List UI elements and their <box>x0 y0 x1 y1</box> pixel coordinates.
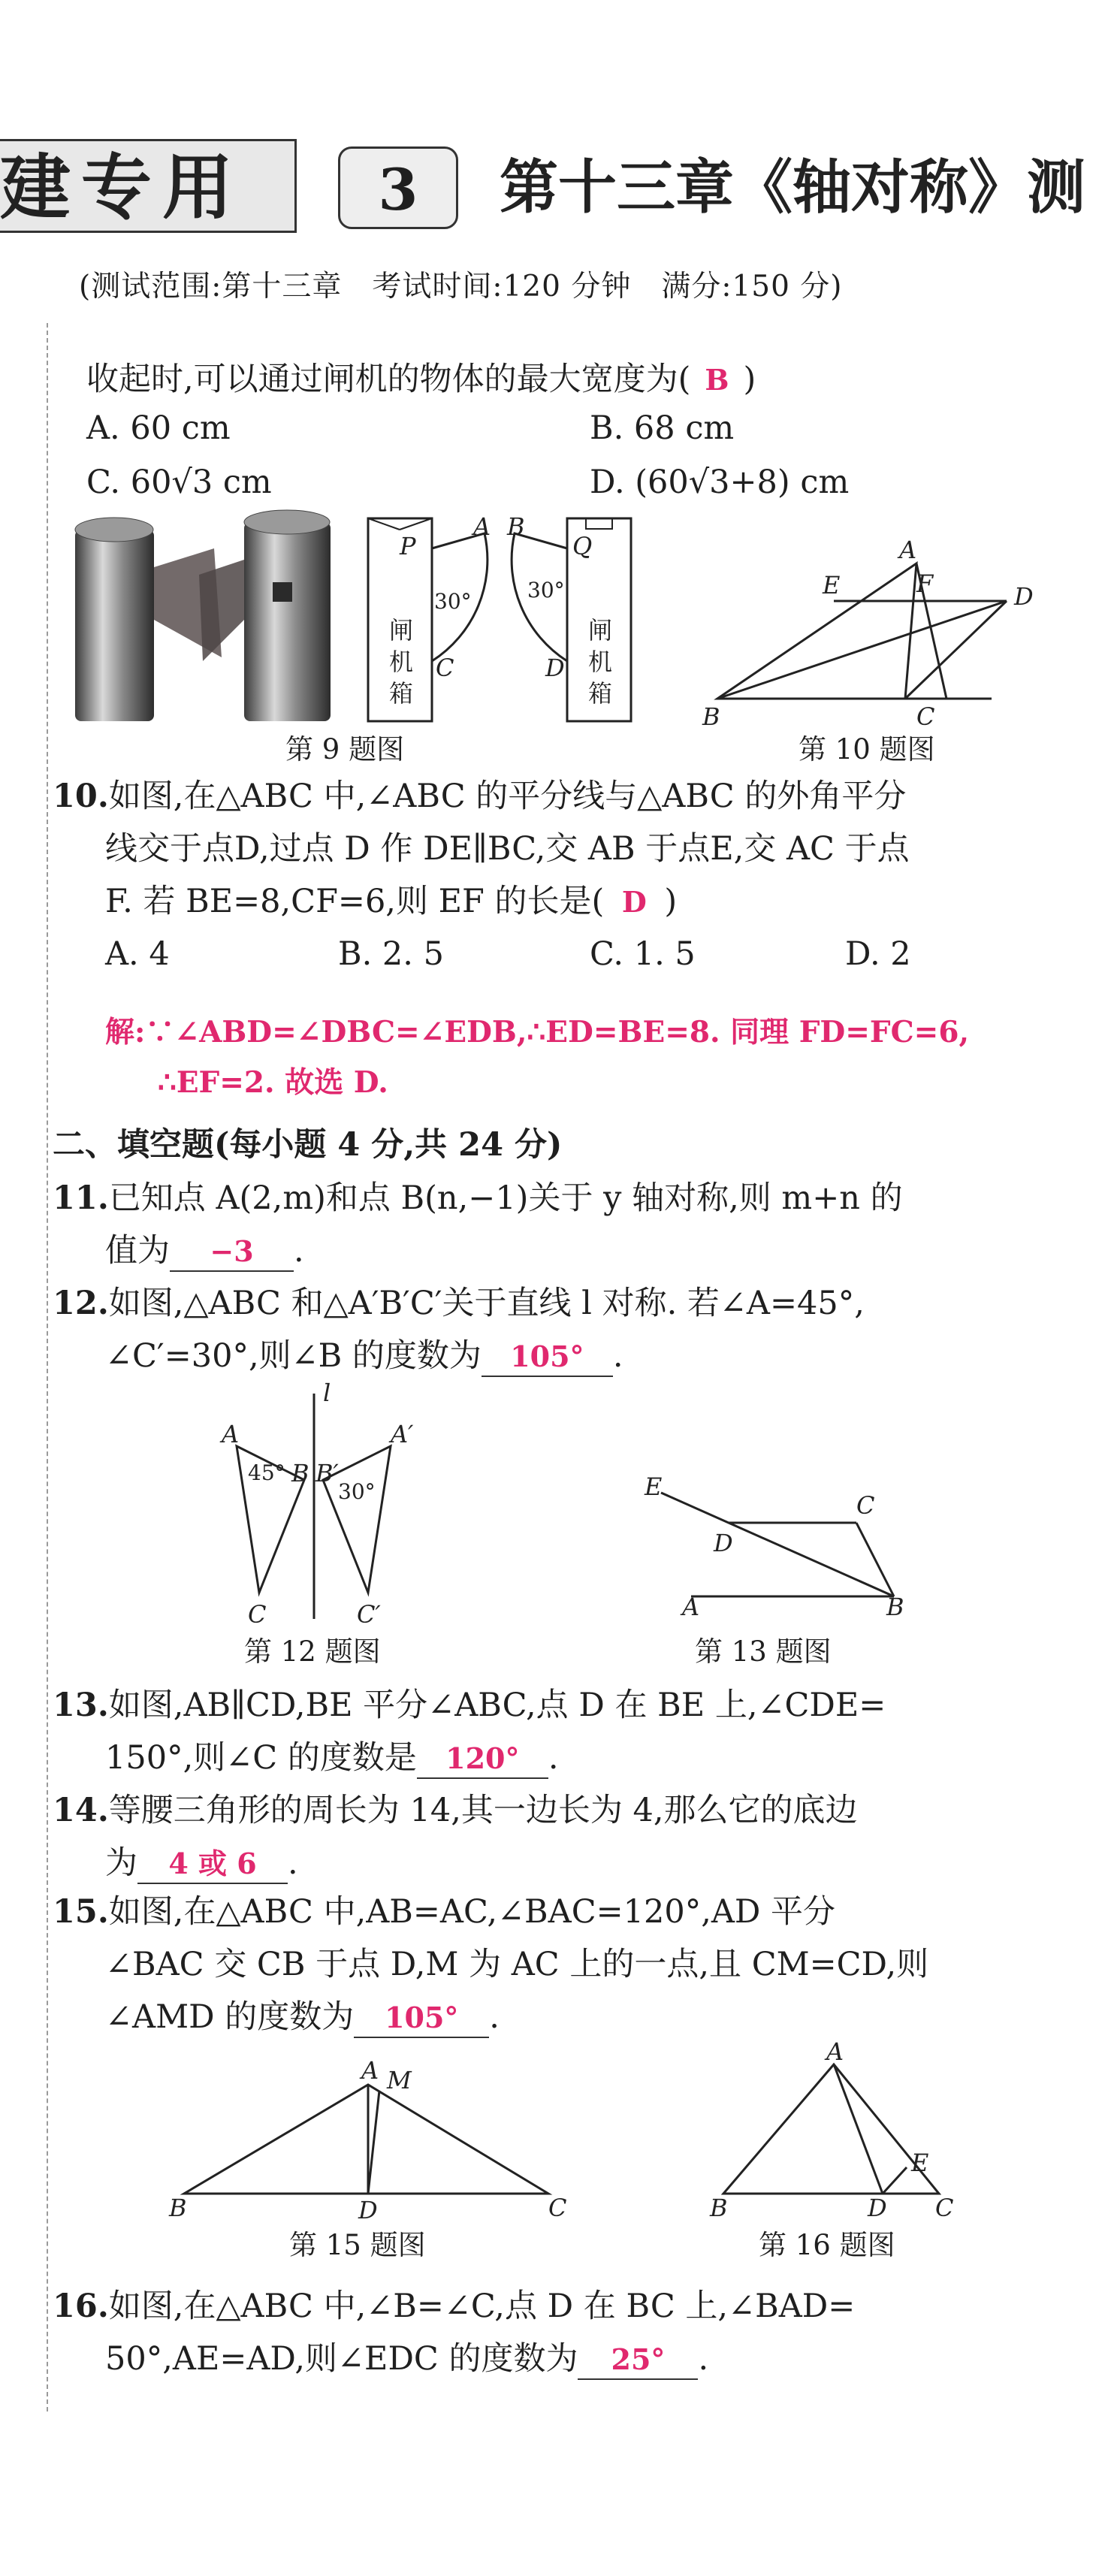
triangle-abc <box>184 2085 548 2194</box>
q13-line1: 13.如图,AB∥CD,BE 平分∠ABC,点 D 在 BE 上,∠CDE= <box>53 1687 886 1724</box>
label-m: M <box>387 2066 412 2094</box>
turnstile-left-cabinet <box>75 530 154 721</box>
label-a: A <box>826 2037 844 2066</box>
label-a: A <box>899 536 917 564</box>
label-b2: B′ <box>315 1459 339 1487</box>
label-b: B <box>710 2194 728 2222</box>
label-b: B <box>886 1593 904 1621</box>
q9-option-a: A. 60 cm <box>86 409 231 447</box>
label-d: D <box>714 1529 733 1557</box>
label-c: C <box>248 1600 267 1629</box>
label-q: Q <box>572 532 593 560</box>
triangle-abc <box>723 2064 939 2194</box>
chapter-title: 第十三章《轴对称》测 <box>500 153 1086 222</box>
q16-diagram <box>710 2037 965 2224</box>
margin-divider <box>47 323 48 2411</box>
q10-line3: F. 若 BE=8,CF=6,则 EF 的长是( D ) <box>105 879 677 925</box>
triangle-abc <box>717 563 916 699</box>
q16-fig-caption: 第 16 题图 <box>759 2229 895 2261</box>
q13-line2: 150°,则∠C 的度数是 120° . <box>105 1735 559 1780</box>
q9-option-c: C. 60√3 cm <box>86 464 272 501</box>
section-fill-in-blank: 二、填空题(每小题 4 分,共 24 分) <box>53 1126 563 1164</box>
q10-option-c: C. 1. 5 <box>590 935 696 973</box>
q15-answer: 105° <box>354 1999 489 2038</box>
label-a2: A′ <box>391 1420 414 1448</box>
label-d: D <box>1014 582 1034 611</box>
q10-option-d: D. 2 <box>845 935 911 973</box>
q16-line2: 50°,AE=AD,则∠EDC 的度数为 25° . <box>105 2336 708 2381</box>
label-b: B <box>507 512 525 541</box>
label-c: C <box>935 2194 954 2222</box>
label-p: P <box>400 532 416 560</box>
q14-line2: 为 4 或 6 . <box>105 1841 298 1886</box>
q9-option-b: B. 68 cm <box>590 409 735 447</box>
turnstile-photo <box>71 507 342 725</box>
q14-line1: 14.等腰三角形的周长为 14,其一边长为 4,那么它的底边 <box>53 1792 858 1829</box>
q9-diagram <box>361 511 669 729</box>
q10-solution-line2: ∴EF=2. 故选 D. <box>158 1065 388 1100</box>
q10-diagram <box>702 537 1033 729</box>
q11-line1: 11.已知点 A(2,m)和点 B(n,−1)关于 y 轴对称,则 m+n 的 <box>53 1179 903 1217</box>
q12-diagram <box>222 1379 432 1638</box>
q10-line2: 线交于点D,过点 D 作 DE∥BC,交 AB 于点E,交 AC 于点 <box>105 830 910 868</box>
svg-text:箱: 箱 <box>588 679 613 708</box>
q16-line1: 16.如图,在△ABC 中,∠B=∠C,点 D 在 BC 上,∠BAD= <box>53 2288 856 2325</box>
label-d: D <box>545 654 565 682</box>
test-number-badge: 3 <box>338 146 458 229</box>
label-e: E <box>911 2149 929 2177</box>
q13-fig-caption: 第 13 题图 <box>695 1635 832 1668</box>
label-a: A <box>473 512 491 541</box>
q14-answer: 4 或 6 <box>137 1845 288 1884</box>
q12-fig-caption: 第 12 题图 <box>244 1635 381 1668</box>
q16-answer: 25° <box>578 2341 698 2380</box>
q15-fig-caption: 第 15 题图 <box>289 2229 426 2261</box>
label-c: C <box>916 702 935 731</box>
q9-option-d: D. (60√3+8) cm <box>590 464 850 501</box>
label-l: l <box>323 1379 331 1407</box>
test-info: (测试范围:第十三章 考试时间:120 分钟 满分:150 分) <box>79 270 843 304</box>
q15-line3: ∠AMD 的度数为 105° . <box>105 1995 500 2040</box>
svg-text:闸: 闸 <box>588 616 613 645</box>
q12-line1: 12.如图,△ABC 和△A′B′C′关于直线 l 对称. 若∠A=45°, <box>53 1285 865 1322</box>
label-b: B <box>169 2194 187 2222</box>
q10-option-a: A. 4 <box>105 935 170 973</box>
label-c2: C′ <box>357 1600 381 1629</box>
q10-line1: 10.如图,在△ABC 中,∠ABC 的平分线与△ABC 的外角平分 <box>53 778 907 815</box>
q9-stem: 收起时,可以通过闸机的物体的最大宽度为( B ) <box>86 357 756 403</box>
q12-answer: 105° <box>482 1338 613 1377</box>
label-b: B <box>702 702 720 731</box>
label-angle-right: 30° <box>527 578 565 602</box>
q12-line2: ∠C′=30°,则∠B 的度数为 105° . <box>105 1333 623 1379</box>
label-b: B <box>291 1459 309 1487</box>
q13-answer: 120° <box>417 1740 548 1779</box>
q15-line1: 15.如图,在△ABC 中,AB=AC,∠BAC=120°,AD 平分 <box>53 1893 836 1931</box>
label-angle45: 45° <box>248 1460 285 1485</box>
q15-diagram <box>169 2055 575 2224</box>
label-c: C <box>548 2194 567 2222</box>
label-a: A <box>682 1593 700 1621</box>
label-a: A <box>361 2056 379 2085</box>
header-band: 建专用 <box>0 139 297 233</box>
label-e: E <box>645 1472 663 1501</box>
q9-answer: B <box>705 363 729 397</box>
turnstile-right-cabinet <box>244 522 331 721</box>
svg-text:机: 机 <box>588 648 613 676</box>
q10-option-b: B. 2. 5 <box>338 935 444 973</box>
label-c: C <box>436 654 454 682</box>
q15-line2: ∠BAC 交 CB 于点 D,M 为 AC 上的一点,且 CM=CD,则 <box>105 1946 929 1983</box>
label-e: E <box>823 571 841 599</box>
q10-solution-line1: 解:∵∠ABD=∠DBC=∠EDB,∴ED=BE=8. 同理 FD=FC=6, <box>105 1015 970 1049</box>
q10-answer: D <box>621 885 647 919</box>
label-angle30: 30° <box>338 1479 376 1504</box>
q11-answer: −3 <box>170 1233 294 1272</box>
label-f: F <box>916 569 934 598</box>
svg-text:闸: 闸 <box>389 616 414 645</box>
label-d: D <box>358 2196 378 2224</box>
q11-line2: 值为 −3 . <box>105 1228 304 1273</box>
turnstile-right-wing <box>199 560 244 661</box>
q9-fig-caption: 第 9 题图 <box>285 733 405 766</box>
label-d: D <box>868 2194 887 2222</box>
q10-fig-caption: 第 10 题图 <box>799 733 935 766</box>
svg-text:机: 机 <box>389 648 414 676</box>
svg-text:箱: 箱 <box>389 679 414 708</box>
q13-diagram <box>639 1472 909 1634</box>
label-a: A <box>222 1420 240 1448</box>
label-c: C <box>856 1491 875 1520</box>
label-angle-left: 30° <box>434 589 472 614</box>
